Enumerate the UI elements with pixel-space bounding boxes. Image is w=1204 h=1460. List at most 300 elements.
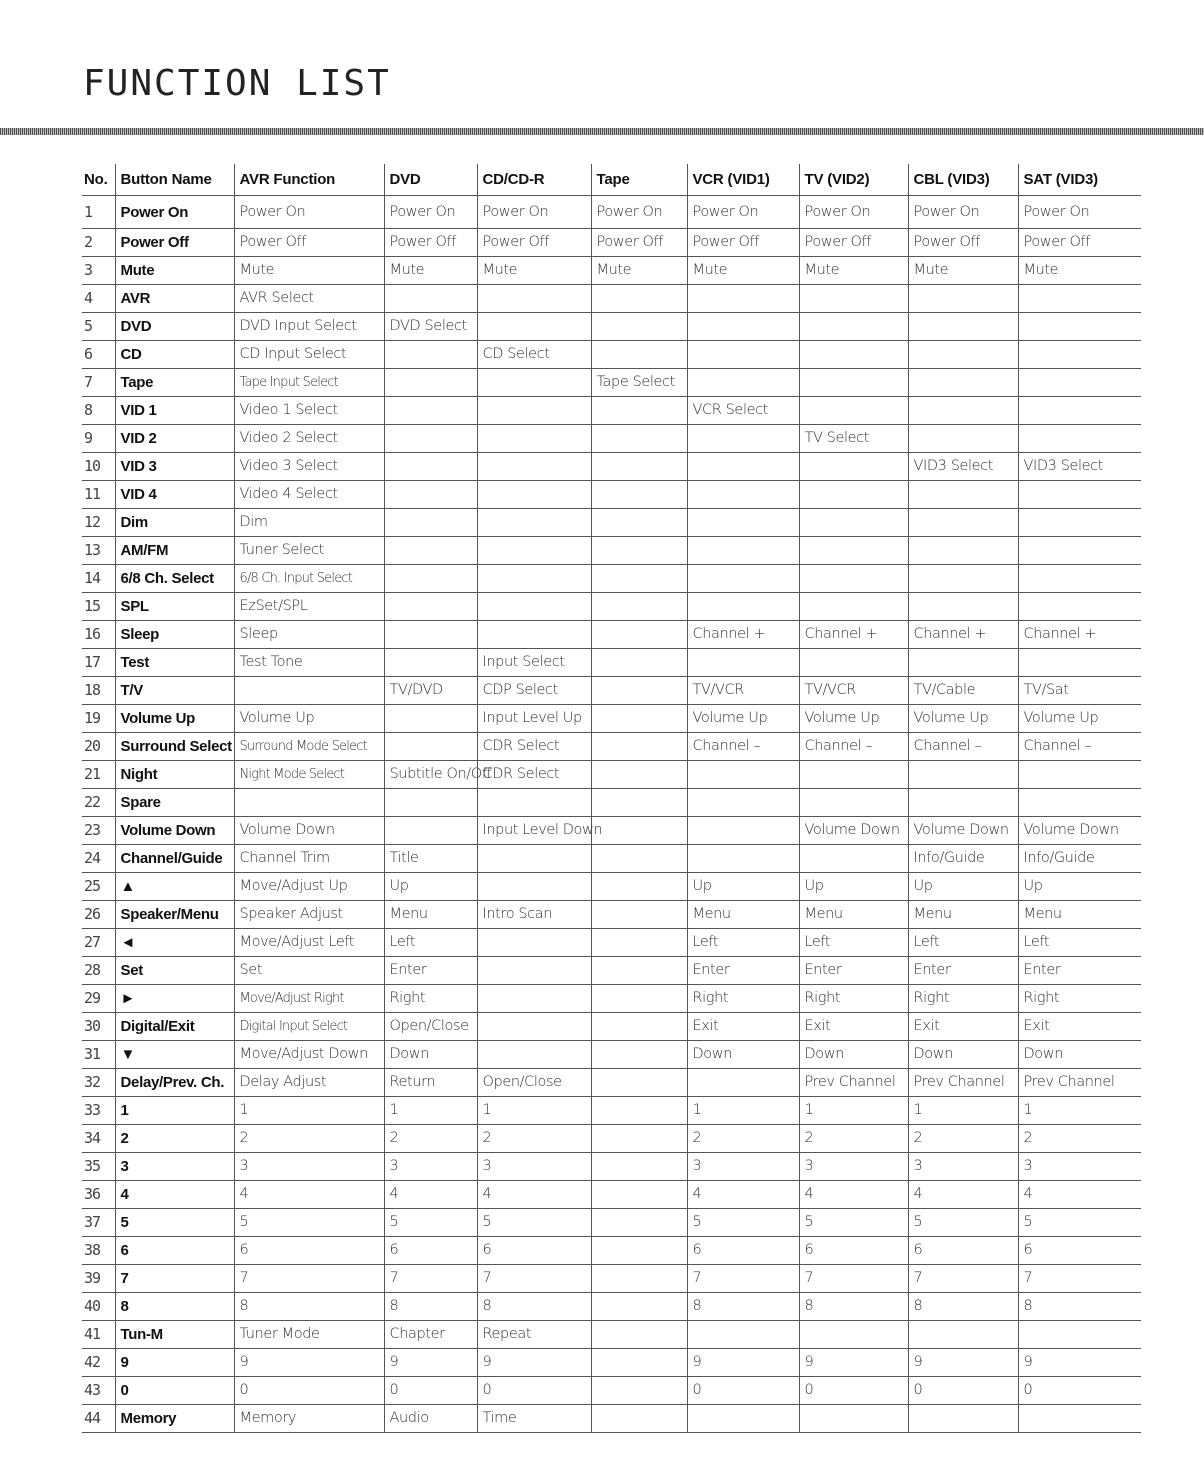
function-cell	[477, 957, 591, 985]
function-cell: Intro Scan	[477, 901, 591, 929]
function-cell: 1	[799, 1097, 908, 1125]
function-cell	[1018, 565, 1141, 593]
function-cell	[799, 761, 908, 789]
row-number-cell: 40	[82, 1293, 115, 1321]
row-number-cell: 24	[82, 845, 115, 873]
function-cell	[1018, 593, 1141, 621]
function-cell	[908, 565, 1018, 593]
function-cell: Input Select	[477, 649, 591, 677]
row-number-cell: 21	[82, 761, 115, 789]
function-cell	[477, 565, 591, 593]
function-cell	[384, 537, 477, 565]
row-number-cell: 29	[82, 985, 115, 1013]
table-row	[82, 509, 1141, 537]
function-cell: 7	[234, 1265, 384, 1293]
function-cell: Left	[799, 929, 908, 957]
function-cell	[477, 285, 591, 313]
function-cell	[591, 1405, 687, 1433]
row-number-cell: 25	[82, 873, 115, 901]
function-cell: Up	[908, 873, 1018, 901]
column-header: CD/CD-R	[477, 164, 591, 196]
table-row	[82, 705, 1141, 733]
function-cell	[591, 1349, 687, 1377]
function-cell: Open/Close	[384, 1013, 477, 1041]
table-row	[82, 257, 1141, 285]
function-cell: Channel +	[687, 621, 799, 649]
function-cell: Volume Up	[1018, 705, 1141, 733]
function-cell: Sleep	[234, 621, 384, 649]
function-cell: Night Mode Select	[234, 761, 384, 789]
function-cell: Enter	[799, 957, 908, 985]
function-cell	[384, 789, 477, 817]
table-row	[82, 761, 1141, 789]
function-cell	[799, 1405, 908, 1433]
function-cell: 1	[687, 1097, 799, 1125]
function-cell	[1018, 1321, 1141, 1349]
function-cell: Volume Up	[687, 705, 799, 733]
function-cell	[1018, 285, 1141, 313]
page-title: FUNCTION LIST	[83, 63, 391, 104]
row-number-cell: 10	[82, 453, 115, 481]
row-number-cell: 32	[82, 1069, 115, 1097]
column-header: CBL (VID3)	[908, 164, 1018, 196]
function-cell: Power On	[234, 196, 384, 229]
function-cell: TV Select	[799, 425, 908, 453]
column-header: DVD	[384, 164, 477, 196]
table-row	[82, 1321, 1141, 1349]
table-row	[82, 593, 1141, 621]
function-cell	[477, 509, 591, 537]
function-cell: Test Tone	[234, 649, 384, 677]
row-number-cell: 42	[82, 1349, 115, 1377]
function-cell: Menu	[1018, 901, 1141, 929]
function-cell	[1018, 537, 1141, 565]
function-cell: 3	[799, 1153, 908, 1181]
button-name-cell: Channel/Guide	[115, 845, 234, 873]
button-name-cell: 4	[115, 1181, 234, 1209]
function-cell: Mute	[1018, 257, 1141, 285]
row-number-cell: 1	[82, 196, 115, 229]
button-name-cell: 6/8 Ch. Select	[115, 565, 234, 593]
function-cell	[591, 565, 687, 593]
function-cell	[591, 621, 687, 649]
table-row	[82, 1013, 1141, 1041]
row-number-cell: 2	[82, 229, 115, 257]
button-name-cell: AVR	[115, 285, 234, 313]
function-cell: Volume Down	[908, 817, 1018, 845]
function-cell: 9	[908, 1349, 1018, 1377]
function-cell: 9	[799, 1349, 908, 1377]
function-cell: Up	[384, 873, 477, 901]
function-cell	[687, 817, 799, 845]
function-cell: 5	[799, 1209, 908, 1237]
function-cell	[591, 929, 687, 957]
row-number-cell: 41	[82, 1321, 115, 1349]
button-name-cell: CD	[115, 341, 234, 369]
function-cell	[591, 985, 687, 1013]
function-cell	[799, 593, 908, 621]
function-cell: Power On	[799, 196, 908, 229]
function-cell	[477, 313, 591, 341]
function-cell: 3	[687, 1153, 799, 1181]
row-number-cell: 39	[82, 1265, 115, 1293]
function-cell	[477, 929, 591, 957]
row-number-cell: 12	[82, 509, 115, 537]
function-cell: Tape Select	[591, 369, 687, 397]
function-cell: Mute	[591, 257, 687, 285]
function-cell	[908, 761, 1018, 789]
function-cell: 7	[1018, 1265, 1141, 1293]
function-cell	[1018, 341, 1141, 369]
function-cell	[908, 341, 1018, 369]
function-cell: 5	[687, 1209, 799, 1237]
function-cell: 0	[234, 1377, 384, 1405]
function-cell: Power Off	[1018, 229, 1141, 257]
function-cell	[908, 1405, 1018, 1433]
function-cell	[591, 817, 687, 845]
function-cell	[1018, 313, 1141, 341]
function-cell	[591, 957, 687, 985]
function-cell	[384, 397, 477, 425]
function-cell	[908, 509, 1018, 537]
table-row	[82, 425, 1141, 453]
function-cell	[384, 341, 477, 369]
function-cell	[799, 369, 908, 397]
function-cell: 9	[477, 1349, 591, 1377]
function-cell	[477, 845, 591, 873]
function-cell	[477, 537, 591, 565]
button-name-cell: DVD	[115, 313, 234, 341]
function-cell: 8	[477, 1293, 591, 1321]
function-cell: Mute	[477, 257, 591, 285]
row-number-cell: 20	[82, 733, 115, 761]
column-header: AVR Function	[234, 164, 384, 196]
function-cell	[477, 789, 591, 817]
function-cell	[908, 1321, 1018, 1349]
function-cell	[908, 789, 1018, 817]
function-cell: Right	[908, 985, 1018, 1013]
function-cell	[477, 425, 591, 453]
row-number-cell: 14	[82, 565, 115, 593]
function-cell: Set	[234, 957, 384, 985]
function-cell: Prev Channel	[908, 1069, 1018, 1097]
button-name-cell: AM/FM	[115, 537, 234, 565]
function-cell: Digital Input Select	[234, 1013, 384, 1041]
function-cell: 7	[799, 1265, 908, 1293]
function-cell: TV/Sat	[1018, 677, 1141, 705]
function-cell: 4	[384, 1181, 477, 1209]
function-cell: 9	[687, 1349, 799, 1377]
function-cell: Down	[1018, 1041, 1141, 1069]
table-row	[82, 873, 1141, 901]
function-cell	[591, 873, 687, 901]
function-cell: Speaker Adjust	[234, 901, 384, 929]
function-cell	[1018, 1405, 1141, 1433]
button-name-cell: ▲	[115, 873, 234, 901]
row-number-cell: 11	[82, 481, 115, 509]
button-name-cell: Spare	[115, 789, 234, 817]
function-cell: 8	[384, 1293, 477, 1321]
row-number-cell: 28	[82, 957, 115, 985]
function-cell: Right	[1018, 985, 1141, 1013]
function-cell: Mute	[799, 257, 908, 285]
function-cell: 2	[234, 1125, 384, 1153]
function-cell: Power On	[1018, 196, 1141, 229]
table-row	[82, 229, 1141, 257]
function-cell: 7	[477, 1265, 591, 1293]
function-cell: Channel –	[799, 733, 908, 761]
function-cell: Channel +	[1018, 621, 1141, 649]
function-cell: 1	[384, 1097, 477, 1125]
function-cell: 3	[908, 1153, 1018, 1181]
function-cell: 5	[908, 1209, 1018, 1237]
row-number-cell: 38	[82, 1237, 115, 1265]
function-cell: Tuner Select	[234, 537, 384, 565]
button-name-cell: Volume Up	[115, 705, 234, 733]
button-name-cell: T/V	[115, 677, 234, 705]
function-cell	[384, 733, 477, 761]
function-cell	[234, 789, 384, 817]
function-cell	[477, 453, 591, 481]
table-row	[82, 1237, 1141, 1265]
function-cell	[687, 481, 799, 509]
button-name-cell: 0	[115, 1377, 234, 1405]
table-row	[82, 1349, 1141, 1377]
function-cell	[687, 761, 799, 789]
row-number-cell: 4	[82, 285, 115, 313]
function-cell: 2	[1018, 1125, 1141, 1153]
function-cell: 7	[687, 1265, 799, 1293]
function-cell: 0	[687, 1377, 799, 1405]
button-name-cell: VID 3	[115, 453, 234, 481]
button-name-cell: Speaker/Menu	[115, 901, 234, 929]
table-row	[82, 845, 1141, 873]
table-row	[82, 196, 1141, 229]
function-cell: Tape Input Select	[234, 369, 384, 397]
function-cell	[477, 621, 591, 649]
table-row	[82, 453, 1141, 481]
row-number-cell: 30	[82, 1013, 115, 1041]
function-cell	[234, 677, 384, 705]
function-cell	[384, 705, 477, 733]
function-cell	[687, 313, 799, 341]
table-row	[82, 1153, 1141, 1181]
button-name-cell: Test	[115, 649, 234, 677]
function-cell	[591, 901, 687, 929]
function-cell: Mute	[908, 257, 1018, 285]
function-cell: 4	[234, 1181, 384, 1209]
function-cell: Mute	[384, 257, 477, 285]
function-cell: DVD Input Select	[234, 313, 384, 341]
function-cell	[591, 481, 687, 509]
function-cell	[384, 649, 477, 677]
button-name-cell: Dim	[115, 509, 234, 537]
function-cell: Repeat	[477, 1321, 591, 1349]
title-rule	[0, 128, 1204, 135]
function-cell: 3	[384, 1153, 477, 1181]
function-cell	[687, 1321, 799, 1349]
function-cell: Up	[1018, 873, 1141, 901]
function-cell	[477, 369, 591, 397]
table-row	[82, 1069, 1141, 1097]
function-cell: Left	[1018, 929, 1141, 957]
function-cell	[799, 453, 908, 481]
function-cell: Menu	[384, 901, 477, 929]
function-cell: VCR Select	[687, 397, 799, 425]
function-cell: 1	[234, 1097, 384, 1125]
function-cell: Right	[799, 985, 908, 1013]
function-cell: Up	[799, 873, 908, 901]
function-cell	[591, 285, 687, 313]
button-name-cell: Set	[115, 957, 234, 985]
function-cell	[591, 1125, 687, 1153]
function-cell	[591, 789, 687, 817]
row-number-cell: 17	[82, 649, 115, 677]
function-cell: Move/Adjust Left	[234, 929, 384, 957]
function-cell	[1018, 649, 1141, 677]
function-cell	[687, 1405, 799, 1433]
function-cell	[384, 817, 477, 845]
function-cell: 4	[799, 1181, 908, 1209]
function-cell: Enter	[908, 957, 1018, 985]
function-cell	[1018, 761, 1141, 789]
function-cell: Menu	[908, 901, 1018, 929]
table-row	[82, 537, 1141, 565]
function-cell: Power Off	[384, 229, 477, 257]
function-cell	[799, 845, 908, 873]
function-cell	[591, 1265, 687, 1293]
function-cell	[687, 593, 799, 621]
function-cell	[591, 425, 687, 453]
function-cell: Mute	[687, 257, 799, 285]
function-cell: 6	[908, 1237, 1018, 1265]
function-cell	[687, 537, 799, 565]
function-cell: 2	[908, 1125, 1018, 1153]
function-cell: 4	[477, 1181, 591, 1209]
function-cell	[799, 285, 908, 313]
function-cell	[687, 565, 799, 593]
function-cell: 0	[1018, 1377, 1141, 1405]
table-row	[82, 1293, 1141, 1321]
function-cell: Exit	[908, 1013, 1018, 1041]
row-number-cell: 37	[82, 1209, 115, 1237]
function-cell: Menu	[687, 901, 799, 929]
function-cell: 9	[384, 1349, 477, 1377]
function-cell: Input Level Down	[477, 817, 591, 845]
function-cell: 2	[384, 1125, 477, 1153]
function-cell: Channel –	[1018, 733, 1141, 761]
function-cell: Volume Down	[1018, 817, 1141, 845]
function-cell: Power On	[384, 196, 477, 229]
function-cell: Power On	[477, 196, 591, 229]
function-cell: Time	[477, 1405, 591, 1433]
column-header: Tape	[591, 164, 687, 196]
button-name-cell: ►	[115, 985, 234, 1013]
function-cell	[1018, 789, 1141, 817]
function-cell: Power Off	[687, 229, 799, 257]
table-row	[82, 677, 1141, 705]
function-cell	[477, 481, 591, 509]
function-cell	[687, 509, 799, 537]
function-cell: Menu	[799, 901, 908, 929]
function-cell	[799, 397, 908, 425]
function-cell: CDR Select	[477, 733, 591, 761]
function-cell	[687, 425, 799, 453]
table-row	[82, 901, 1141, 929]
function-cell	[1018, 481, 1141, 509]
function-cell: Exit	[799, 1013, 908, 1041]
table-row	[82, 565, 1141, 593]
function-cell: 8	[799, 1293, 908, 1321]
function-cell	[384, 565, 477, 593]
row-number-cell: 36	[82, 1181, 115, 1209]
function-cell: 6	[384, 1237, 477, 1265]
function-cell: Volume Up	[234, 705, 384, 733]
function-cell: Volume Up	[799, 705, 908, 733]
function-cell	[591, 1209, 687, 1237]
button-name-cell: Volume Down	[115, 817, 234, 845]
function-cell: 3	[234, 1153, 384, 1181]
table-row	[82, 957, 1141, 985]
function-cell	[591, 1181, 687, 1209]
function-cell	[908, 593, 1018, 621]
row-number-cell: 18	[82, 677, 115, 705]
button-name-cell: Surround Select	[115, 733, 234, 761]
function-cell: 9	[234, 1349, 384, 1377]
row-number-cell: 31	[82, 1041, 115, 1069]
function-cell: 8	[234, 1293, 384, 1321]
function-cell: 8	[687, 1293, 799, 1321]
button-name-cell: Tun-M	[115, 1321, 234, 1349]
function-cell	[477, 1041, 591, 1069]
function-cell	[908, 537, 1018, 565]
function-cell: Video 2 Select	[234, 425, 384, 453]
button-name-cell: Power On	[115, 196, 234, 229]
function-cell: Video 1 Select	[234, 397, 384, 425]
function-cell: EzSet/SPL	[234, 593, 384, 621]
function-cell: Tuner Mode	[234, 1321, 384, 1349]
function-cell	[799, 1321, 908, 1349]
column-header: SAT (VID3)	[1018, 164, 1141, 196]
function-cell: Up	[687, 873, 799, 901]
function-cell	[908, 369, 1018, 397]
function-cell: 9	[1018, 1349, 1141, 1377]
function-cell	[799, 509, 908, 537]
function-cell: Move/Adjust Right	[234, 985, 384, 1013]
function-cell	[1018, 369, 1141, 397]
table-row	[82, 621, 1141, 649]
function-cell	[908, 285, 1018, 313]
function-cell: Volume Up	[908, 705, 1018, 733]
function-cell: TV/DVD	[384, 677, 477, 705]
function-cell: Move/Adjust Down	[234, 1041, 384, 1069]
function-cell: Memory	[234, 1405, 384, 1433]
function-cell: 2	[687, 1125, 799, 1153]
function-cell: CDP Select	[477, 677, 591, 705]
button-name-cell: Mute	[115, 257, 234, 285]
function-cell	[908, 397, 1018, 425]
function-cell: Exit	[687, 1013, 799, 1041]
function-cell: Power On	[908, 196, 1018, 229]
table-row	[82, 369, 1141, 397]
function-cell	[591, 1377, 687, 1405]
function-cell: Audio	[384, 1405, 477, 1433]
function-cell	[591, 397, 687, 425]
function-cell: 0	[477, 1377, 591, 1405]
function-cell: 8	[1018, 1293, 1141, 1321]
button-name-cell: VID 2	[115, 425, 234, 453]
function-cell: Prev Channel	[799, 1069, 908, 1097]
